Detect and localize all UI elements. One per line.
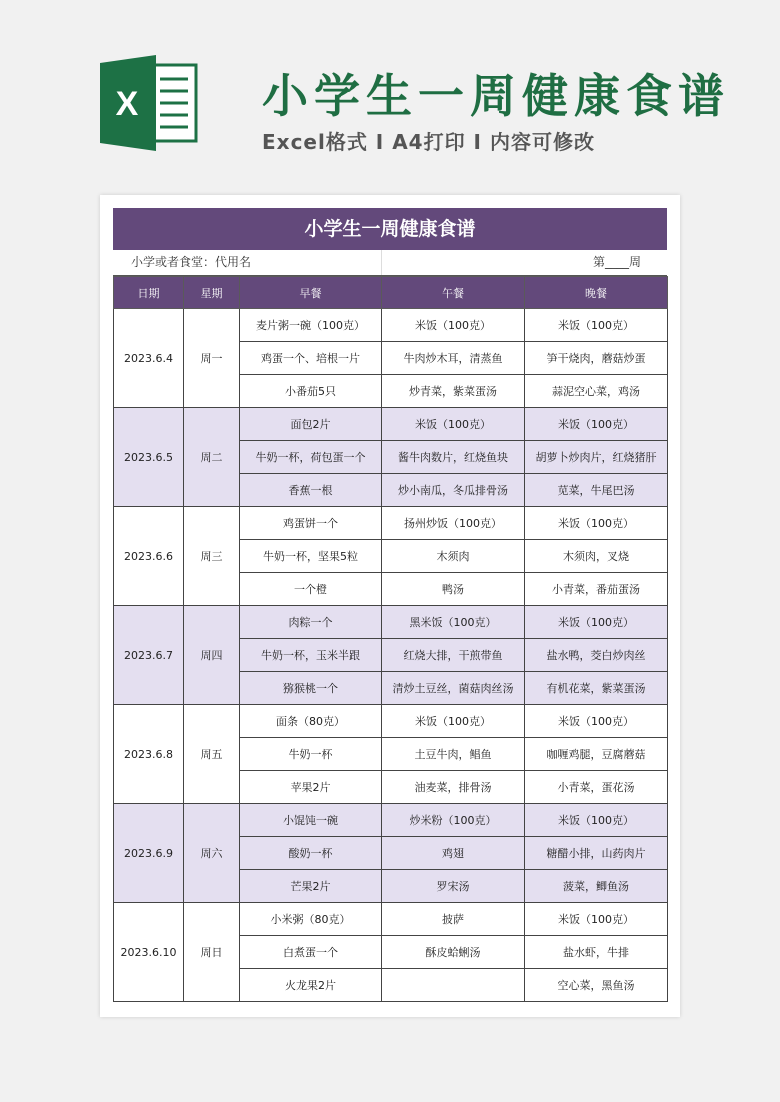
- lunch-cell: 酥皮蛤蜊汤: [382, 936, 525, 969]
- lunch-cell: 红烧大排，干煎带鱼: [382, 639, 525, 672]
- dinner-cell: 小青菜，蛋花汤: [525, 771, 668, 804]
- breakfast-cell: 香蕉一根: [240, 474, 382, 507]
- breakfast-cell: 牛奶一杯，荷包蛋一个: [240, 441, 382, 474]
- breakfast-cell: 牛奶一杯，玉米半跟: [240, 639, 382, 672]
- breakfast-cell: 面包2片: [240, 408, 382, 441]
- page-title: 小学生一周健康食谱: [262, 69, 730, 123]
- breakfast-cell: 火龙果2片: [240, 969, 382, 1002]
- breakfast-cell: 鸡蛋饼一个: [240, 507, 382, 540]
- breakfast-cell: 猕猴桃一个: [240, 672, 382, 705]
- lunch-cell: 酱牛肉数片，红烧鱼块: [382, 441, 525, 474]
- dinner-cell: 米饭（100克）: [525, 309, 668, 342]
- date-cell: 2023.6.4: [114, 309, 184, 408]
- breakfast-cell: 麦片粥一碗（100克）: [240, 309, 382, 342]
- dinner-cell: 木须肉，叉烧: [525, 540, 668, 573]
- breakfast-cell: 小馄饨一碗: [240, 804, 382, 837]
- lunch-cell: 鸡翅: [382, 837, 525, 870]
- header-breakfast: 早餐: [240, 277, 382, 309]
- excel-logo-icon: [100, 55, 200, 151]
- lunch-cell: 黑米饭（100克）: [382, 606, 525, 639]
- lunch-cell: 扬州炒饭（100克）: [382, 507, 525, 540]
- breakfast-cell: 面条（80克）: [240, 705, 382, 738]
- banner: [0, 0, 780, 185]
- date-cell: 2023.6.7: [114, 606, 184, 705]
- weekday-cell: 周日: [184, 903, 240, 1002]
- table-row: [114, 606, 668, 639]
- lunch-cell: 炒小南瓜，冬瓜排骨汤: [382, 474, 525, 507]
- dinner-cell: 米饭（100克）: [525, 507, 668, 540]
- lunch-cell: 油麦菜，排骨汤: [382, 771, 525, 804]
- breakfast-cell: 鸡蛋一个、培根一片: [240, 342, 382, 375]
- menu-table: [113, 276, 668, 1002]
- breakfast-cell: 酸奶一杯: [240, 837, 382, 870]
- header-date: 日期: [114, 277, 184, 309]
- dinner-cell: 有机花菜，紫菜蛋汤: [525, 672, 668, 705]
- weekday-cell: 周四: [184, 606, 240, 705]
- lunch-cell: 罗宋汤: [382, 870, 525, 903]
- breakfast-cell: 苹果2片: [240, 771, 382, 804]
- dinner-cell: 米饭（100克）: [525, 408, 668, 441]
- school-label: 小学或者食堂：代用名: [131, 255, 252, 269]
- dinner-cell: 菠菜，鲫鱼汤: [525, 870, 668, 903]
- table-row: [114, 309, 668, 342]
- breakfast-cell: 小米粥（80克）: [240, 903, 382, 936]
- lunch-cell: 米饭（100克）: [382, 705, 525, 738]
- lunch-cell: 米饭（100克）: [382, 408, 525, 441]
- lunch-cell: 鸭汤: [382, 573, 525, 606]
- week-label: 第____周: [592, 255, 641, 269]
- lunch-cell: 清炒土豆丝，菌菇肉丝汤: [382, 672, 525, 705]
- logo-letter: X: [115, 85, 139, 123]
- page-subtitle: Excel格式 I A4打印 I 内容可修改: [262, 130, 595, 154]
- weekday-cell: 周二: [184, 408, 240, 507]
- lunch-cell: 米饭（100克）: [382, 309, 525, 342]
- date-cell: 2023.6.5: [114, 408, 184, 507]
- table-row: [114, 408, 668, 441]
- dinner-cell: 小青菜，番茄蛋汤: [525, 573, 668, 606]
- table-row: [114, 705, 668, 738]
- date-cell: 2023.6.10: [114, 903, 184, 1002]
- header-dinner: 晚餐: [525, 277, 668, 309]
- weekday-cell: 周六: [184, 804, 240, 903]
- lunch-cell: 木须肉: [382, 540, 525, 573]
- menu-body: [114, 309, 668, 1002]
- weekday-cell: 周三: [184, 507, 240, 606]
- weekday-cell: 周一: [184, 309, 240, 408]
- dinner-cell: 米饭（100克）: [525, 606, 668, 639]
- date-cell: 2023.6.9: [114, 804, 184, 903]
- lunch-cell: 土豆牛肉，鲳鱼: [382, 738, 525, 771]
- date-cell: 2023.6.8: [114, 705, 184, 804]
- breakfast-cell: 牛奶一杯: [240, 738, 382, 771]
- dinner-cell: 空心菜，黑鱼汤: [525, 969, 668, 1002]
- dinner-cell: 盐水虾，牛排: [525, 936, 668, 969]
- dinner-cell: 米饭（100克）: [525, 903, 668, 936]
- breakfast-cell: 一个橙: [240, 573, 382, 606]
- table-row: [114, 507, 668, 540]
- dinner-cell: 糖醋小排，山药肉片: [525, 837, 668, 870]
- paper-sheet: [100, 195, 680, 1017]
- table-header-row: [114, 277, 668, 309]
- breakfast-cell: 芒果2片: [240, 870, 382, 903]
- dinner-cell: 米饭（100克）: [525, 705, 668, 738]
- date-cell: 2023.6.6: [114, 507, 184, 606]
- sheet-title: 小学生一周健康食谱: [113, 208, 667, 250]
- lunch-cell: 牛肉炒木耳，清蒸鱼: [382, 342, 525, 375]
- breakfast-cell: 牛奶一杯，坚果5粒: [240, 540, 382, 573]
- info-divider: [381, 250, 382, 275]
- lunch-cell: 炒米粉（100克）: [382, 804, 525, 837]
- dinner-cell: 盐水鸭，茭白炒肉丝: [525, 639, 668, 672]
- info-row: [113, 250, 667, 276]
- dinner-cell: 笋干烧肉，蘑菇炒蛋: [525, 342, 668, 375]
- dinner-cell: 米饭（100克）: [525, 804, 668, 837]
- lunch-cell: 披萨: [382, 903, 525, 936]
- header-weekday: 星期: [184, 277, 240, 309]
- dinner-cell: 咖喱鸡腿，豆腐蘑菇: [525, 738, 668, 771]
- menu-sheet: [113, 208, 667, 1002]
- breakfast-cell: 小番茄5只: [240, 375, 382, 408]
- weekday-cell: 周五: [184, 705, 240, 804]
- lunch-cell: [382, 969, 525, 1002]
- breakfast-cell: 白煮蛋一个: [240, 936, 382, 969]
- dinner-cell: 胡萝卜炒肉片，红烧猪肝: [525, 441, 668, 474]
- table-row: [114, 903, 668, 936]
- dinner-cell: 苋菜，牛尾巴汤: [525, 474, 668, 507]
- lunch-cell: 炒青菜，紫菜蛋汤: [382, 375, 525, 408]
- breakfast-cell: 肉粽一个: [240, 606, 382, 639]
- header-lunch: 午餐: [382, 277, 525, 309]
- dinner-cell: 蒜泥空心菜，鸡汤: [525, 375, 668, 408]
- table-row: [114, 804, 668, 837]
